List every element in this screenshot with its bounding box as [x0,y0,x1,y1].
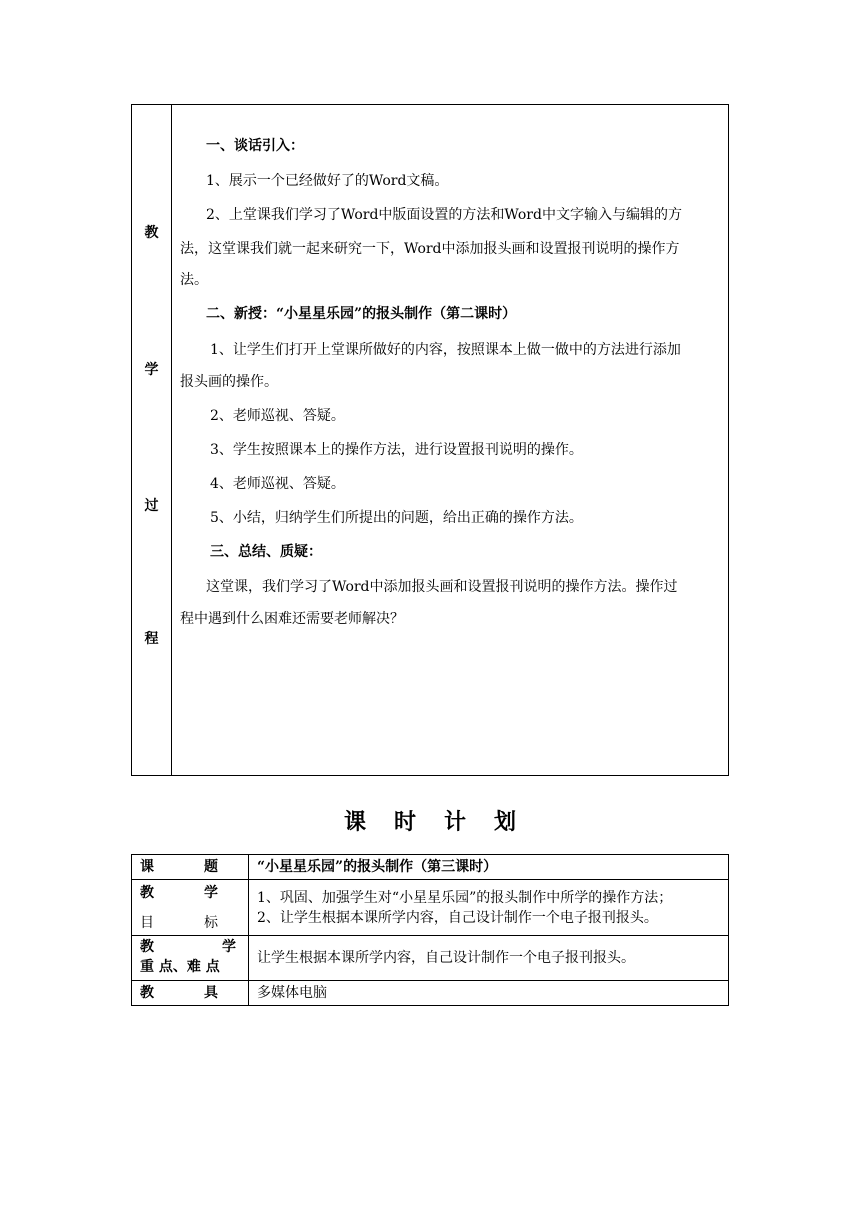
goal-label-char: 目 [140,915,154,931]
tools-value-cell [249,981,729,1006]
table-row-topic [132,855,729,880]
tools-label-char: 具 [204,985,218,1001]
topic-label-char: 题 [204,859,218,875]
key-value: 让学生根据本课所学内容，自己设计制作一个电子报刊报头。 [257,950,635,966]
tools-label-cell [132,981,249,1006]
goal-label-char: 教 [140,885,154,901]
section-heading-intro: 一、谈话引入： [206,138,304,154]
goal-label-cell [132,880,249,936]
key-value-cell [249,936,729,981]
goal-value-cell [249,880,729,936]
tools-label-char: 教 [140,985,154,1001]
process-line: 4、老师巡视、答疑。 [210,476,345,492]
process-line: 2、老师巡视、答疑。 [210,408,345,424]
label-char: 过 [144,498,159,514]
tools-value: 多媒体电脑 [257,985,327,1001]
topic-label-char: 课 [140,859,154,875]
goal-line: 1、巩固、加强学生对“小星星乐园”的报头制作中所学的操作方法； [257,889,673,906]
table-row-goal [132,880,729,936]
key-label-text: 重 点、难 点 [140,959,220,975]
goal-label-char: 学 [204,885,218,901]
goal-label-char: 标 [204,915,218,931]
process-label-column [132,105,172,775]
section-heading-summary: 三、总结、质疑： [210,544,322,560]
teaching-process-table [131,104,729,776]
process-line: 3、学生按照课本上的操作方法，进行设置报刊说明的操作。 [210,442,583,458]
section-heading-new: 二、新授：“小星星乐园”的报头制作（第二课时） [206,306,517,322]
process-content [172,105,728,775]
key-label-cell [132,936,249,981]
process-line: 程中遇到什么困难还需要老师解决？ [180,611,404,627]
table-row-tools [132,981,729,1006]
process-line: 这堂课，我们学习了Word中添加报头画和设置报刊说明的操作方法。操作过 [206,579,678,595]
goal-line: 2、让学生根据本课所学内容，自己设计制作一个电子报刊报头。 [257,909,658,926]
process-line: 法。 [180,272,208,288]
process-line: 1、让学生们打开上堂课所做好的内容，按照课本上做一做中的方法进行添加 [210,342,681,358]
label-char: 学 [144,362,159,378]
process-line: 2、上堂课我们学习了Word中版面设置的方法和Word中文字输入与编辑的方 [206,207,682,223]
label-char: 教 [144,225,159,241]
process-line: 法，这堂课我们就一起来研究一下，Word中添加报头画和设置报刊说明的操作方 [180,241,680,257]
key-label-char: 学 [222,939,236,955]
topic-value: “小星星乐园”的报头制作（第三课时） [257,859,498,875]
lesson-plan-table [131,854,729,1006]
label-char: 程 [144,631,159,647]
topic-value-cell [249,855,729,880]
process-line: 1、展示一个已经做好了的Word文稿。 [206,173,449,189]
process-line: 报头画的操作。 [180,374,278,390]
process-line: 5、小结，归纳学生们所提出的问题，给出正确的操作方法。 [210,510,583,526]
table-row-key-points [132,936,729,981]
topic-label-cell [132,855,249,880]
lesson-plan-title: 课时计划 [343,809,544,835]
key-label-char: 教 [140,939,154,955]
